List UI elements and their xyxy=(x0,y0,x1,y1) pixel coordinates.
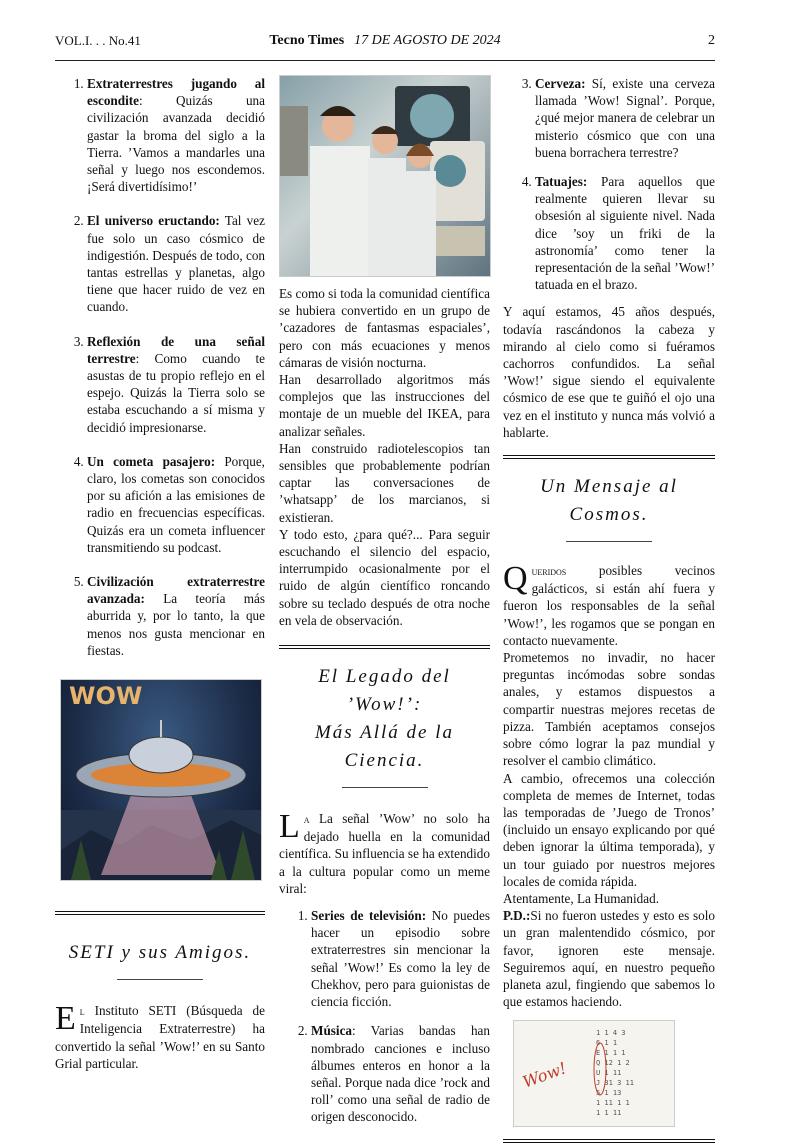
masthead xyxy=(55,33,715,49)
wow-theories-list xyxy=(55,75,265,659)
list-item: 1. Series de televisión: No puedes hacer un episodio sobre extraterrestres sin mencionar la señal ’Wow!’ Es como la ley de Chekhov, pero para guionistas de ciencia ficción. xyxy=(311,907,490,1010)
paragraph: Han construido radiotelescopios tan sensibles que probablemente podrían captar las conversaciones de ’whatsapp’ de los marcianos, si existieran. xyxy=(279,440,490,525)
section-divider xyxy=(503,1139,715,1143)
wow-signal-printout-image xyxy=(513,1020,675,1127)
wow-poster-title: WOW xyxy=(69,682,143,711)
svg-text:1 1 11: 1 1 11 xyxy=(596,1109,622,1118)
list-item: 3. Cerveza: Sí, existe una cerveza llamada ’Wow! Signal’. Porque, ¿qué mejor manera de celebrar un misterio cósmico que con una buena borrachera terrestre? xyxy=(535,75,715,161)
message-paragraph: Queridos posibles vecinos galácticos, si están ahí fuera y fueron los responsables de la señal ’Wow!’, les rogamos que se pongan en contacto nuevamente. xyxy=(503,560,715,648)
paragraph: Prometemos no invadir, no hacer preguntas incómodas sobre sondas anales, y estamos dispuestos a compartir nuestras mejores recetas de pizza. También aceptamos consejos sobre cómo lograr la paz mundial y resolver el cambio climático. xyxy=(503,650,715,769)
list-item: 5. Civilización extraterrestre avanzada: La teoría más aburrida y, por lo tanto, la que menos nos gusta mencionar en fiestas. xyxy=(87,573,265,659)
paper-name: Tecno Times xyxy=(269,33,345,48)
title-underline xyxy=(117,979,203,980)
list-item: 1. Extraterrestres jugando al escondite: Quizás una civilización avanzada decidió gastar la broma del siglo a la Tierra. ’Vamos a mandarles una señal y luego nos escondemos. ¡Será divertidísimo!’ xyxy=(87,75,265,195)
paragraph: Y todo esto, ¿para qué?... Para seguir escuchando el silencio del espacio, interrumpido ocasionalmente por el ruido de algún científico roncando sobre su teclado después de otra noche en vela de observación. xyxy=(279,526,490,628)
ufo-poster-image xyxy=(60,679,262,881)
list-item: 2. Música: Varias bandas han nombrado canciones e incluso álbumes enteros en honor a la señal. Porque nada dice ’rock and roll’ como una señal de radio de origen desconocido. xyxy=(311,1022,490,1125)
title-underline xyxy=(566,541,652,542)
list-item: 3. Reflexión de una señal terrestre: Como cuando te asustas de tu propio reflejo en el espejo. Quizás la Tierra solo se estaba escuchando a sí misma y decidió impresionarse. xyxy=(87,333,265,436)
message-section-title: Un Mensaje al Cosmos. xyxy=(540,476,678,526)
svg-text:E 1 1 1: E 1 1 1 xyxy=(596,1049,626,1058)
scientists-lab-image xyxy=(279,75,491,277)
ufo-illustration xyxy=(61,680,261,880)
paragraph: A cambio, ofrecemos una colección completa de memes de Internet, todas las temporadas de ’Juego de Tronos’ (incluido un ensayo explicando por qué deben ignorar la última temporada), y un tour guiado por nuestros mejores locales de comida rápida. xyxy=(503,770,715,889)
column-1 xyxy=(55,75,265,1072)
svg-text:6 1 1: 6 1 1 xyxy=(596,1039,618,1048)
column-3 xyxy=(503,75,715,1143)
pop-culture-list xyxy=(279,907,490,1125)
legacy-paragraph: La La señal ’Wow’ no solo ha dejado huella en la comunidad científica. Su influencia se ha extendido a la cultura popular como un meme viral: xyxy=(279,808,490,896)
page-number: 2 xyxy=(708,33,715,48)
postscript: P.D.:Si no fueron ustedes y esto es solo un gran malentendido cósmico, por favor, ignoren este mensaje. Seguiremos aquí, en nuestro pequeño planeta azul, fingiendo que sabemos lo que estamos haciendo. xyxy=(503,908,715,1010)
pop-culture-list-continued xyxy=(503,75,715,293)
section-divider xyxy=(279,645,490,649)
issue-date: 17 DE AGOSTO DE 2024 xyxy=(354,33,501,48)
title-underline xyxy=(342,787,428,788)
seti-paragraph: El Instituto SETI (Búsqueda de Inteligencia Extraterrestre) ha convertido la señal ’Wow!’ en su Santo Grial particular. xyxy=(55,1000,265,1071)
svg-text:5 1 13: 5 1 13 xyxy=(596,1089,622,1098)
scientists-illustration xyxy=(280,76,490,276)
legacy-section-title: El Legado del ’Wow!’: Más Allá de la Ciencia. xyxy=(314,666,454,772)
svg-text:J 31 3 11: J 31 3 11 xyxy=(596,1079,634,1088)
printout-illustration xyxy=(514,1021,674,1126)
svg-text:U 1 11: U 1 11 xyxy=(596,1069,622,1078)
page-header xyxy=(55,33,715,53)
wow-handwritten-note: Wow! xyxy=(520,1058,569,1092)
volume-label: VOL.I. . . No.41 xyxy=(55,33,141,48)
list-item: 2. El universo eructando: Tal vez fue solo un caso cósmico de indigestión. Después de todo, con tantas estrellas y planetas, algo tiene que hacer ruido de vez en cuando. xyxy=(87,212,265,315)
svg-text:1 1 4 3: 1 1 4 3 xyxy=(596,1029,626,1038)
section-divider xyxy=(503,455,715,459)
paragraph: Y aquí estamos, 45 años después, todavía rascándonos la cabeza y mirando al cielo como si fuéramos cachorros confundidos. La señal ’Wow!’ sigue siendo el equivalente cósmico de ese que te guiñó el ojo una vez en el instituto y nunca más volvió a hablarte. xyxy=(503,304,715,440)
section-divider xyxy=(55,911,265,915)
signature-line: Atentamente, La Humanidad. xyxy=(503,890,659,906)
list-item: 4. Tatuajes: Para aquellos que realmente quieren llevar su obsesión al siguiente nivel. Nada dice ’soy un friki de la astronomía’ como tener la representación de la señal ’Wow!’ tatuada en el brazo. xyxy=(535,173,715,293)
column-2 xyxy=(279,75,490,1143)
svg-text:Q 12 1 2: Q 12 1 2 xyxy=(596,1059,630,1068)
paragraph: Han desarrollado algoritmos más complejos que las instrucciones del montaje de un mueble del IKEA, para analizar señales. xyxy=(279,372,490,439)
seti-section-title: SETI y sus Amigos. xyxy=(68,942,252,964)
paragraph: Es como si toda la comunidad científica se hubiera convertido en un grupo de ’cazadores de fantasmas espaciales’, pero con más ecuaciones y menos cámaras de visión nocturna. xyxy=(279,286,490,370)
header-rule xyxy=(55,60,715,61)
svg-text:1 11 1 1: 1 11 1 1 xyxy=(596,1099,630,1108)
list-item: 4. Un cometa pasajero: Porque, claro, los cometas son conocidos por su afición a las emisiones de radio en frecuencias específicas. Quizás era un cometa influencer transmitiendo su podcast. xyxy=(87,453,265,556)
